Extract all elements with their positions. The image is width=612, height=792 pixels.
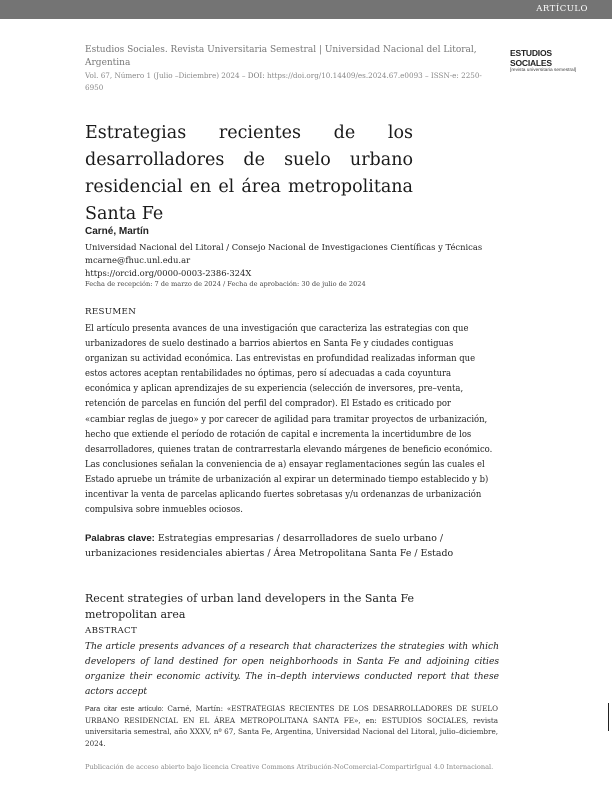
citation [85, 703, 498, 749]
logo-subtitle: [revista universitaria semestral] [510, 68, 577, 73]
journal-name: Estudios Sociales. Revista Universitaria Semestral | Universidad Nacional del Litoral, Argentina [85, 45, 477, 68]
orcid-link[interactable]: https://orcid.org/0000-0003-2386-324X [85, 268, 252, 278]
abstract-heading: ABSTRACT [85, 626, 138, 636]
abstract-text: The article presents advances of a research that characterizes the strategies with which developers of land destined for open neighborhoods in Santa Fe and adjoining cities organize their economic activity. The in–depth interviews conducted report that these actors accept [85, 642, 499, 698]
section-tag: ARTÍCULO [536, 4, 588, 14]
author-details [85, 241, 535, 280]
english-title: Recent strategies of urban land developers in the Santa Fe metropolitan area [85, 592, 415, 621]
journal-logo [510, 48, 590, 73]
top-bar [0, 0, 612, 19]
issue-info: Vol. 67, Número 1 (Julio –Diciembre) 2024 – [85, 71, 248, 80]
keywords [85, 531, 493, 561]
author-name: Carné, Martín [85, 226, 149, 237]
resumen-text: El artículo presenta avances de una investigación que caracteriza las estrategias con que urbanizadores de suelo destinado a barrios abiertos en Santa Fe y ciudades contiguas organizan su actividad económica. Las entrevistas en profundidad realizadas informan que estos actores aceptan rentabilidades no óptimas, pero sí adecuadas a cada coyuntura económica y aplican aprendizajes de su experiencia (selección de inversores, pre–venta, retención de parcelas en función del perfil del comprador). El Estado es criticado por «cambiar reglas de juego» y por carecer de agilidad para tramitar proyectos de urbanización, hecho que extiende el período de rotación de capital e incrementa la incertidumbre de los desarrolladores, quienes tratan de contrarrestarla elevando márgenes de beneficio económico. Las conclusiones señalan la conveniencia de a) ensayar reglamentaciones según las cuales el Estado apruebe un trámite de urbanización al expirar un determinado tiempo establecido y b) incentivar la venta de parcelas aplicando fuertes sobretasas y/u ordenanzas de urbanización compulsiva sobre inmuebles ociosos. [85, 323, 493, 516]
affiliation: Universidad Nacional del Litoral / Consejo Nacional de Investigaciones Científicas y Técnicas [85, 242, 483, 252]
citation-lead: Para citar este artículo: [85, 704, 164, 713]
logo-title: ESTUDIOS SOCIALES [510, 48, 552, 68]
license-note: Publicación de acceso abierto bajo licencia Creative Commons Atribución-NoComercial-CompartirIgual 4.0 Internacional. [85, 763, 494, 771]
doi-link[interactable]: https://doi.org/10.14409/es.2024.67.e0093 [264, 71, 423, 80]
keywords-list: Estrategias empresarias / desarrolladores de suelo urbano / urbanizaciones residenciales abiertas / Área Metropolitana Santa Fe / Estado [85, 533, 454, 560]
resumen-heading: RESUMEN [85, 307, 137, 317]
email-link[interactable]: mcarne@fhuc.unl.edu.ar [85, 255, 191, 265]
article-dates: Fecha de recepción: 7 de marzo de 2024 / Fecha de aprobación: 30 de julio de 2024 [85, 280, 366, 288]
citation-text: Carné, Martín: «ESTRATEGIAS RECIENTES DE LOS DESARROLLADORES DE SUELO URBANO RESIDENCIAL EN EL ÁREA METROPOLITANA SANTA FE», en: ESTUDIOS SOCIALES, revista universitaria semestral, año XXXV, nº 67, Santa Fe, Argentina, Universidad Nacional del Litoral, julio–diciembre, 2024. [85, 704, 499, 748]
issue-meta [85, 70, 495, 94]
issn: – ISSN-e: 2250-6950 [85, 71, 482, 92]
article-title: Estrategias recientes de los desarrolladores de suelo urbano residencial en el área metropolitana Santa Fe [85, 123, 413, 224]
page-edge-line [608, 703, 609, 731]
keywords-label: Palabras clave: [85, 533, 155, 544]
doi-label: DOI: [247, 71, 265, 80]
